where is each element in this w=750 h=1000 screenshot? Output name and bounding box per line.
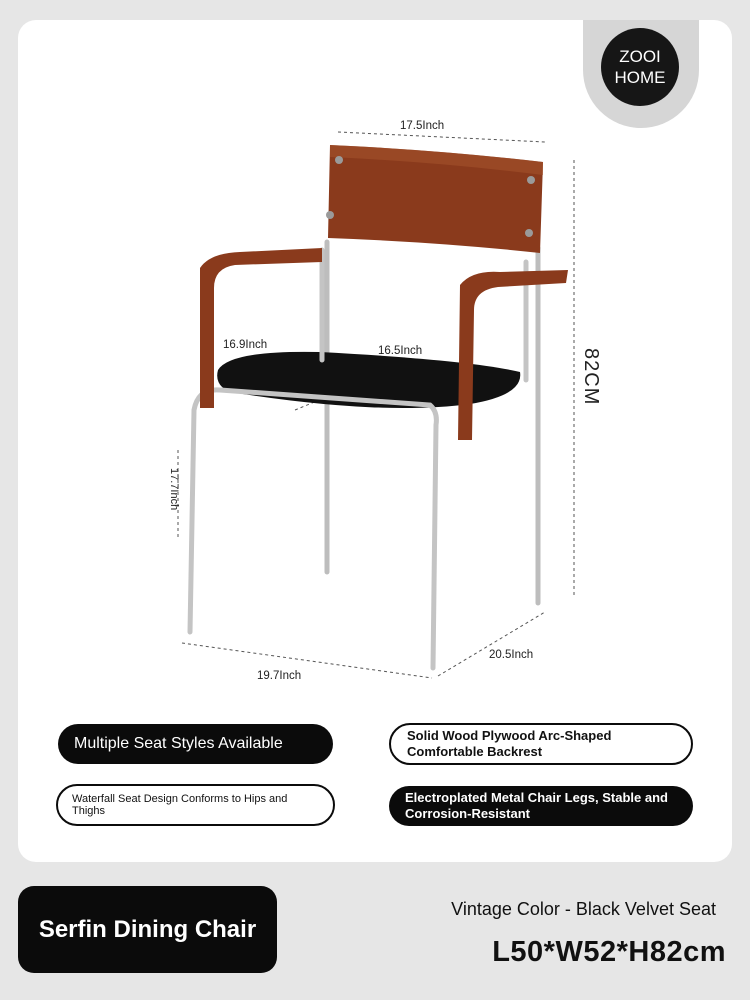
product-variant: Vintage Color - Black Velvet Seat [451, 899, 716, 919]
right-armrest [458, 270, 568, 440]
dim-base-depth: 20.5Inch [489, 649, 534, 661]
feature-seat-styles: Multiple Seat Styles Available [58, 724, 333, 764]
dim-seat-height: 17.7Inch [168, 468, 180, 511]
dim-base-width: 19.7Inch [257, 670, 302, 682]
dim-seat-depth: 16.9Inch [223, 339, 268, 351]
feature-metal-legs: Electroplated Metal Chair Legs, Stable and Corrosion-Resistant [389, 786, 693, 826]
dim-top-width: 17.5Inch [400, 120, 445, 132]
feature-waterfall-seat: Waterfall Seat Design Conforms to Hips and Thighs [56, 784, 335, 826]
logo-line-2: HOME [614, 68, 666, 87]
front-legs [190, 250, 526, 668]
product-name: Serfin Dining Chair [18, 886, 277, 973]
feature-backrest: Solid Wood Plywood Arc-Shaped Comfortable Backrest [389, 723, 693, 765]
product-size: L50*W52*H82cm [492, 936, 726, 968]
logo-line-1: ZOOI [619, 47, 661, 66]
dim-seat-width: 16.5Inch [378, 345, 423, 357]
dim-height: 82CM [580, 348, 602, 406]
